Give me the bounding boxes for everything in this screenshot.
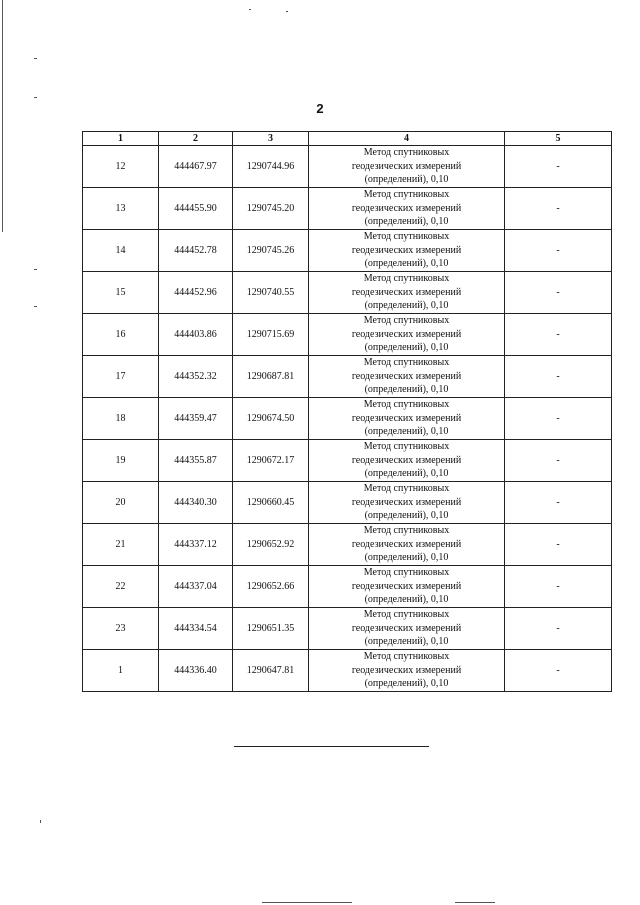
method-cell xyxy=(309,398,505,440)
table-body xyxy=(83,146,612,692)
scan-artifact xyxy=(2,0,3,232)
note-cell: - xyxy=(505,566,612,608)
table-row xyxy=(83,398,612,440)
method-line: (определений), 0,10 xyxy=(364,636,449,648)
method-line: геодезических измерений xyxy=(351,622,462,634)
method-line: геодезических измерений xyxy=(351,244,462,256)
method-line: Метод спутниковых xyxy=(363,651,450,663)
page-number: 2 xyxy=(316,101,324,116)
method-line: геодезических измерений xyxy=(351,286,462,298)
method-line: Метод спутниковых xyxy=(363,231,450,243)
method-line: (определений), 0,10 xyxy=(364,468,449,480)
method-cell xyxy=(309,440,505,482)
column-header: 3 xyxy=(233,132,309,146)
x-coordinate-cell: 444340.30 xyxy=(159,482,233,524)
y-coordinate-cell: 1290744.96 xyxy=(233,146,309,188)
method-cell xyxy=(309,188,505,230)
table-row xyxy=(83,146,612,188)
scan-artifact xyxy=(40,820,41,823)
method-cell xyxy=(309,650,505,692)
point-number-cell: 15 xyxy=(83,272,159,314)
method-line: (определений), 0,10 xyxy=(364,300,449,312)
method-line: геодезических измерений xyxy=(351,664,462,676)
note-cell: - xyxy=(505,440,612,482)
method-line: (определений), 0,10 xyxy=(364,384,449,396)
method-line: геодезических измерений xyxy=(351,538,462,550)
column-header: 4 xyxy=(309,132,505,146)
y-coordinate-cell: 1290651.35 xyxy=(233,608,309,650)
table-row xyxy=(83,356,612,398)
point-number-cell: 18 xyxy=(83,398,159,440)
method-line: геодезических измерений xyxy=(351,580,462,592)
point-number-cell: 13 xyxy=(83,188,159,230)
x-coordinate-cell: 444403.86 xyxy=(159,314,233,356)
method-line: геодезических измерений xyxy=(351,328,462,340)
method-line: Метод спутниковых xyxy=(363,483,450,495)
method-line: (определений), 0,10 xyxy=(364,510,449,522)
y-coordinate-cell: 1290647.81 xyxy=(233,650,309,692)
method-line: Метод спутниковых xyxy=(363,399,450,411)
column-header: 2 xyxy=(159,132,233,146)
y-coordinate-cell: 1290674.50 xyxy=(233,398,309,440)
y-coordinate-cell: 1290715.69 xyxy=(233,314,309,356)
x-coordinate-cell: 444334.54 xyxy=(159,608,233,650)
x-coordinate-cell: 444336.40 xyxy=(159,650,233,692)
method-cell xyxy=(309,524,505,566)
point-number-cell: 16 xyxy=(83,314,159,356)
scan-artifact xyxy=(286,11,288,12)
method-line: Метод спутниковых xyxy=(363,147,450,159)
table-row xyxy=(83,566,612,608)
method-line: Метод спутниковых xyxy=(363,567,450,579)
method-line: (определений), 0,10 xyxy=(364,426,449,438)
point-number-cell: 14 xyxy=(83,230,159,272)
note-cell: - xyxy=(505,188,612,230)
point-number-cell: 22 xyxy=(83,566,159,608)
method-cell xyxy=(309,314,505,356)
x-coordinate-cell: 444455.90 xyxy=(159,188,233,230)
method-line: (определений), 0,10 xyxy=(364,216,449,228)
scan-artifact xyxy=(249,9,251,10)
note-cell: - xyxy=(505,272,612,314)
point-number-cell: 21 xyxy=(83,524,159,566)
method-line: Метод спутниковых xyxy=(363,273,450,285)
point-number-cell: 23 xyxy=(83,608,159,650)
method-line: (определений), 0,10 xyxy=(364,174,449,186)
method-line: геодезических измерений xyxy=(351,160,462,172)
x-coordinate-cell: 444337.12 xyxy=(159,524,233,566)
note-cell: - xyxy=(505,608,612,650)
table-header-row xyxy=(83,132,612,146)
method-cell xyxy=(309,230,505,272)
point-number-cell: 12 xyxy=(83,146,159,188)
table-row xyxy=(83,440,612,482)
x-coordinate-cell: 444337.04 xyxy=(159,566,233,608)
method-line: (определений), 0,10 xyxy=(364,552,449,564)
table-row xyxy=(83,314,612,356)
note-cell: - xyxy=(505,650,612,692)
method-cell xyxy=(309,356,505,398)
note-cell: - xyxy=(505,398,612,440)
method-line: геодезических измерений xyxy=(351,370,462,382)
point-number-cell: 20 xyxy=(83,482,159,524)
x-coordinate-cell: 444352.32 xyxy=(159,356,233,398)
scan-artifact xyxy=(34,97,37,98)
method-cell xyxy=(309,146,505,188)
method-cell xyxy=(309,566,505,608)
method-line: Метод спутниковых xyxy=(363,357,450,369)
note-cell: - xyxy=(505,230,612,272)
y-coordinate-cell: 1290740.55 xyxy=(233,272,309,314)
note-cell: - xyxy=(505,356,612,398)
point-number-cell: 17 xyxy=(83,356,159,398)
note-cell: - xyxy=(505,146,612,188)
x-coordinate-cell: 444467.97 xyxy=(159,146,233,188)
method-line: Метод спутниковых xyxy=(363,525,450,537)
y-coordinate-cell: 1290687.81 xyxy=(233,356,309,398)
method-cell xyxy=(309,608,505,650)
column-header: 5 xyxy=(505,132,612,146)
y-coordinate-cell: 1290660.45 xyxy=(233,482,309,524)
method-line: (определений), 0,10 xyxy=(364,258,449,270)
method-line: (определений), 0,10 xyxy=(364,342,449,354)
method-line: (определений), 0,10 xyxy=(364,678,449,690)
table-row xyxy=(83,230,612,272)
point-number-cell: 19 xyxy=(83,440,159,482)
x-coordinate-cell: 444452.78 xyxy=(159,230,233,272)
y-coordinate-cell: 1290652.92 xyxy=(233,524,309,566)
column-header: 1 xyxy=(83,132,159,146)
scan-artifact xyxy=(262,902,352,903)
y-coordinate-cell: 1290672.17 xyxy=(233,440,309,482)
method-line: Метод спутниковых xyxy=(363,315,450,327)
x-coordinate-cell: 444452.96 xyxy=(159,272,233,314)
table-row xyxy=(83,608,612,650)
note-cell: - xyxy=(505,524,612,566)
method-cell xyxy=(309,482,505,524)
method-line: геодезических измерений xyxy=(351,454,462,466)
table-row xyxy=(83,524,612,566)
scan-artifact xyxy=(34,58,37,59)
x-coordinate-cell: 444355.87 xyxy=(159,440,233,482)
scan-artifact xyxy=(455,902,495,903)
note-cell: - xyxy=(505,314,612,356)
method-line: геодезических измерений xyxy=(351,496,462,508)
table-row xyxy=(83,272,612,314)
y-coordinate-cell: 1290745.20 xyxy=(233,188,309,230)
scan-artifact xyxy=(34,269,37,270)
table-row xyxy=(83,650,612,692)
method-line: геодезических измерений xyxy=(351,412,462,424)
method-line: Метод спутниковых xyxy=(363,189,450,201)
note-cell: - xyxy=(505,482,612,524)
y-coordinate-cell: 1290652.66 xyxy=(233,566,309,608)
method-line: Метод спутниковых xyxy=(363,609,450,621)
table-row xyxy=(83,482,612,524)
end-rule xyxy=(234,746,429,747)
point-number-cell: 1 xyxy=(83,650,159,692)
method-cell xyxy=(309,272,505,314)
coordinates-table xyxy=(82,131,612,692)
scan-artifact xyxy=(34,306,37,307)
method-line: геодезических измерений xyxy=(351,202,462,214)
y-coordinate-cell: 1290745.26 xyxy=(233,230,309,272)
x-coordinate-cell: 444359.47 xyxy=(159,398,233,440)
table-row xyxy=(83,188,612,230)
method-line: Метод спутниковых xyxy=(363,441,450,453)
method-line: (определений), 0,10 xyxy=(364,594,449,606)
